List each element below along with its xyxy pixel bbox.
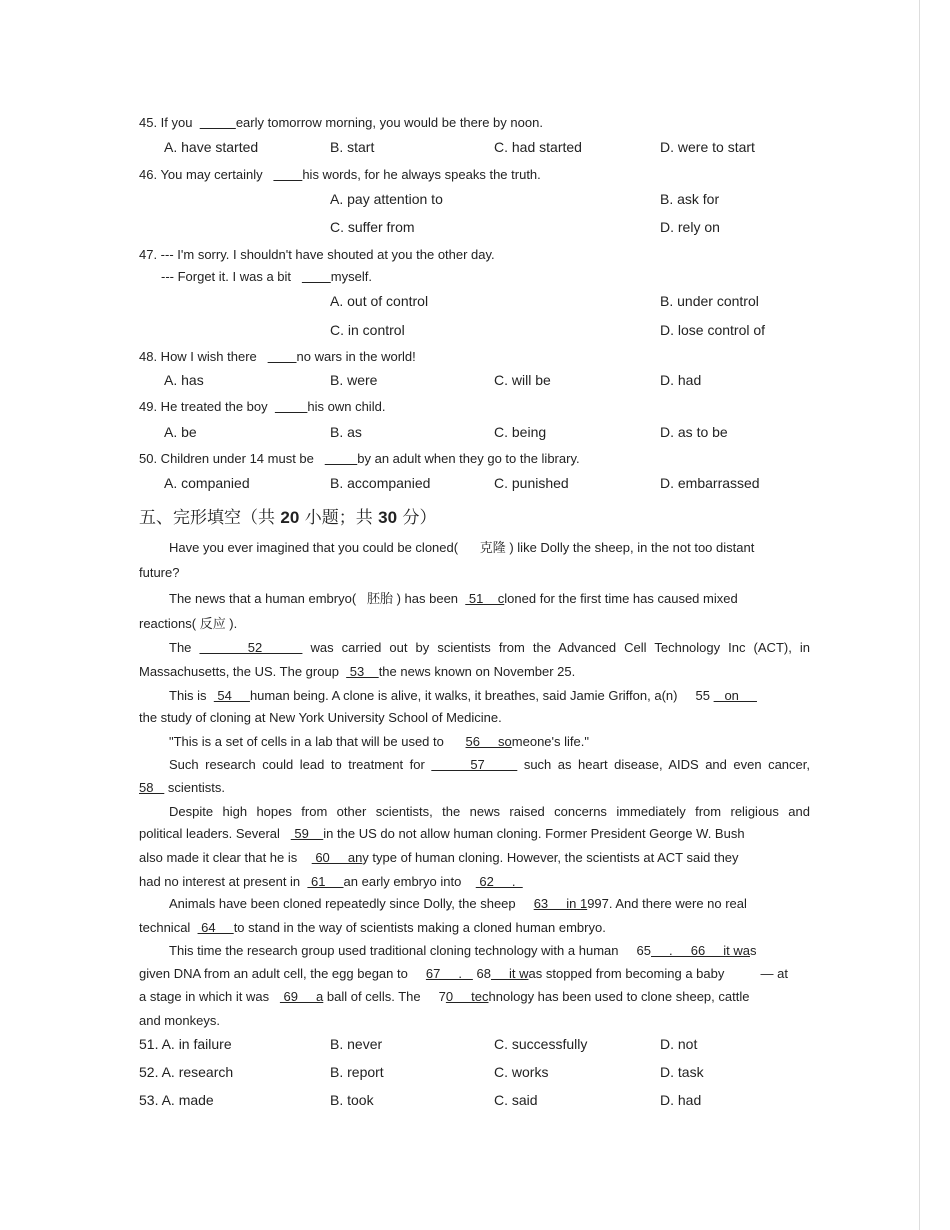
text-segment: human being. A clone is alive, it walks, it breathes, said Jamie Griffon, a(n) 55 xyxy=(249,688,714,703)
answer-option: B. ask for xyxy=(660,191,720,207)
answer-option: B. report xyxy=(330,1064,384,1080)
answer-blank: 53 xyxy=(346,664,379,679)
text-segment: to stand in the way of scientists making a cloned human embryo. xyxy=(233,920,606,935)
answer-option: C. said xyxy=(494,1092,538,1108)
text-segment: 46. You may certainly xyxy=(139,167,274,182)
passage-line xyxy=(139,664,575,680)
text-segment: Massachusetts, the US. The group xyxy=(139,664,347,679)
answer-option: B. never xyxy=(330,1036,383,1052)
answer-blank: 58 xyxy=(139,780,165,795)
answer-blank xyxy=(302,269,331,284)
answer-blank: 62 . xyxy=(475,874,523,889)
text-segment: the study of cloning at New York University School of Medicine. xyxy=(139,710,502,725)
answer-blank: 60 an xyxy=(311,850,363,865)
text-segment: had no interest at present in xyxy=(139,874,308,889)
heading-text: 小题；共 xyxy=(299,508,379,528)
text-segment: This time the research group used traditional cloning technology with a human 65 xyxy=(169,943,651,958)
text-segment: and monkeys. xyxy=(139,1013,220,1028)
heading-score: 30 xyxy=(378,508,398,527)
text-segment: Despite high hopes from other scientists, the news raised concerns immediately from religious and xyxy=(169,804,810,819)
text-segment: --- Forget it. I was a bit xyxy=(161,269,302,284)
answer-blank xyxy=(200,115,236,130)
passage-line xyxy=(169,943,756,959)
passage-line xyxy=(139,1013,220,1029)
text-segment: 50. Children under 14 must be xyxy=(139,451,325,466)
passage-line xyxy=(169,757,810,773)
answer-option: C. in control xyxy=(330,322,405,338)
text-segment: scientists. xyxy=(164,780,225,795)
answer-option: B. under control xyxy=(660,293,759,309)
passage-line xyxy=(139,966,788,982)
answer-blank: 59 xyxy=(290,826,324,841)
text-segment: was carried out by scientists from the Advanced Cell Technology Inc (ACT), in xyxy=(302,640,810,655)
answer-option: D. task xyxy=(660,1064,704,1080)
answer-blank: 57 xyxy=(431,757,518,772)
text-segment: technical xyxy=(139,920,198,935)
text-segment: as stopped from becoming a baby — at xyxy=(528,966,788,981)
text-segment: 68 xyxy=(472,966,491,981)
answer-option: B. start xyxy=(330,139,375,155)
answer-blank: 67 . xyxy=(425,966,473,981)
answer-option: D. lose control of xyxy=(660,322,766,338)
passage-line xyxy=(139,989,749,1005)
text-segment: hnology has been used to clone sheep, cattle xyxy=(488,989,750,1004)
text-segment: The news that a human embryo( 胚胎 ) has been xyxy=(169,591,466,606)
text-segment: This is xyxy=(169,688,214,703)
passage-line xyxy=(139,780,225,796)
answer-blank xyxy=(273,167,302,182)
answer-option: D. embarrassed xyxy=(660,475,760,491)
passage-line xyxy=(169,540,754,556)
question-stem xyxy=(139,349,416,365)
text-segment: given DNA from an adult cell, the egg began to xyxy=(139,966,426,981)
answer-option: B. took xyxy=(330,1092,374,1108)
answer-option: D. were to start xyxy=(660,139,755,155)
text-segment: "This is a set of cells in a lab that will be used to xyxy=(169,734,466,749)
answer-blank: 0 tec xyxy=(445,989,489,1004)
answer-option: C. being xyxy=(494,424,547,440)
text-segment: early tomorrow morning, you would be there by noon. xyxy=(235,115,543,130)
passage-line xyxy=(139,565,179,581)
text-segment: a stage in which it was xyxy=(139,989,280,1004)
answer-blank: 52 xyxy=(199,640,303,655)
answer-blank: . 66 it wa xyxy=(651,943,750,958)
text-segment: also made it clear that he is xyxy=(139,850,312,865)
answer-blank: 56 so xyxy=(465,734,512,749)
answer-blank: 63 in 1 xyxy=(533,896,588,911)
answer-option: A. be xyxy=(164,424,197,440)
page-edge-divider xyxy=(919,0,920,1230)
text-segment: such as heart disease, AIDS and even cancer, xyxy=(517,757,810,772)
text-segment: 45. If you xyxy=(139,115,200,130)
answer-option: 51. A. in failure xyxy=(139,1036,232,1052)
question-stem xyxy=(139,115,543,131)
answer-option: D. had xyxy=(660,372,702,388)
answer-option: A. pay attention to xyxy=(330,191,443,207)
text-segment: loned for the first time has caused mixed xyxy=(504,591,738,606)
answer-blank: on xyxy=(713,688,757,703)
text-segment: reactions( 反应 ). xyxy=(139,616,238,631)
answer-option: D. rely on xyxy=(660,219,720,235)
passage-line xyxy=(139,616,237,632)
text-segment: in the US do not allow human cloning. Former President George W. Bush xyxy=(323,826,745,841)
answer-option: B. were xyxy=(330,372,378,388)
section-heading xyxy=(139,503,436,528)
heading-text: 五、完形填空（共 xyxy=(139,508,281,528)
text-segment: his words, for he always speaks the truth. xyxy=(302,167,541,182)
answer-option: D. as to be xyxy=(660,424,728,440)
text-segment: myself. xyxy=(330,269,372,284)
text-segment: future? xyxy=(139,565,180,580)
answer-option: 53. A. made xyxy=(139,1092,214,1108)
text-segment: 49. He treated the boy xyxy=(139,399,275,414)
answer-option: B. accompanied xyxy=(330,475,431,491)
text-segment: 48. How I wish there xyxy=(139,349,268,364)
heading-count: 20 xyxy=(280,508,300,527)
text-segment: his own child. xyxy=(307,399,386,414)
passage-line xyxy=(139,710,502,726)
text-segment: the news known on November 25. xyxy=(378,664,576,679)
text-segment: by an adult when they go to the library. xyxy=(357,451,580,466)
answer-option: A. companied xyxy=(164,475,250,491)
passage-line xyxy=(169,896,747,912)
answer-blank xyxy=(325,451,358,466)
answer-option: C. works xyxy=(494,1064,549,1080)
question-stem xyxy=(161,269,372,285)
answer-blank: 69 a xyxy=(279,989,324,1004)
text-segment: Such research could lead to treatment for xyxy=(169,757,432,772)
text-segment: The xyxy=(169,640,200,655)
passage-line xyxy=(139,874,523,890)
passage-line xyxy=(139,850,739,866)
answer-option: 52. A. research xyxy=(139,1064,234,1080)
question-stem xyxy=(139,399,385,415)
answer-option: A. has xyxy=(164,372,204,388)
text-segment: an early embryo into xyxy=(343,874,476,889)
passage-line xyxy=(169,640,810,656)
question-stem xyxy=(139,167,541,183)
answer-option: B. as xyxy=(330,424,362,440)
answer-option: C. will be xyxy=(494,372,551,388)
answer-option: C. had started xyxy=(494,139,582,155)
answer-option: A. out of control xyxy=(330,293,429,309)
text-segment: political leaders. Several xyxy=(139,826,291,841)
passage-line xyxy=(169,734,589,750)
answer-option: C. successfully xyxy=(494,1036,588,1052)
text-segment: ball of cells. The 7 xyxy=(323,989,446,1004)
text-segment: 997. And there were no real xyxy=(587,896,747,911)
answer-blank xyxy=(275,399,308,414)
passage-line xyxy=(139,826,745,842)
passage-line xyxy=(169,688,757,704)
answer-blank xyxy=(268,349,297,364)
question-stem xyxy=(139,247,495,263)
answer-blank: 64 xyxy=(197,920,234,935)
passage-line xyxy=(169,804,810,820)
text-segment: Have you ever imagined that you could be cloned( 克隆 ) like Dolly the sheep, in the not too distant xyxy=(169,540,755,555)
text-segment: no wars in the world! xyxy=(296,349,416,364)
question-stem xyxy=(139,451,580,467)
answer-blank: 51 c xyxy=(465,591,505,606)
heading-text: 分） xyxy=(397,508,437,528)
answer-option: A. have started xyxy=(164,139,259,155)
text-segment: y type of human cloning. However, the scientists at ACT said they xyxy=(362,850,739,865)
text-segment: 47. --- I'm sorry. I shouldn't have shouted at you the other day. xyxy=(139,247,495,262)
text-segment: s xyxy=(749,943,757,958)
answer-option: D. not xyxy=(660,1036,698,1052)
answer-blank: 61 xyxy=(307,874,344,889)
text-segment: Animals have been cloned repeatedly since Dolly, the sheep xyxy=(169,896,534,911)
text-segment: meone's life." xyxy=(511,734,589,749)
answer-option: D. had xyxy=(660,1092,702,1108)
answer-blank: 54 xyxy=(213,688,250,703)
answer-blank: it w xyxy=(490,966,529,981)
answer-option: C. suffer from xyxy=(330,219,415,235)
answer-option: C. punished xyxy=(494,475,569,491)
passage-line xyxy=(139,920,606,936)
passage-line xyxy=(169,591,738,607)
